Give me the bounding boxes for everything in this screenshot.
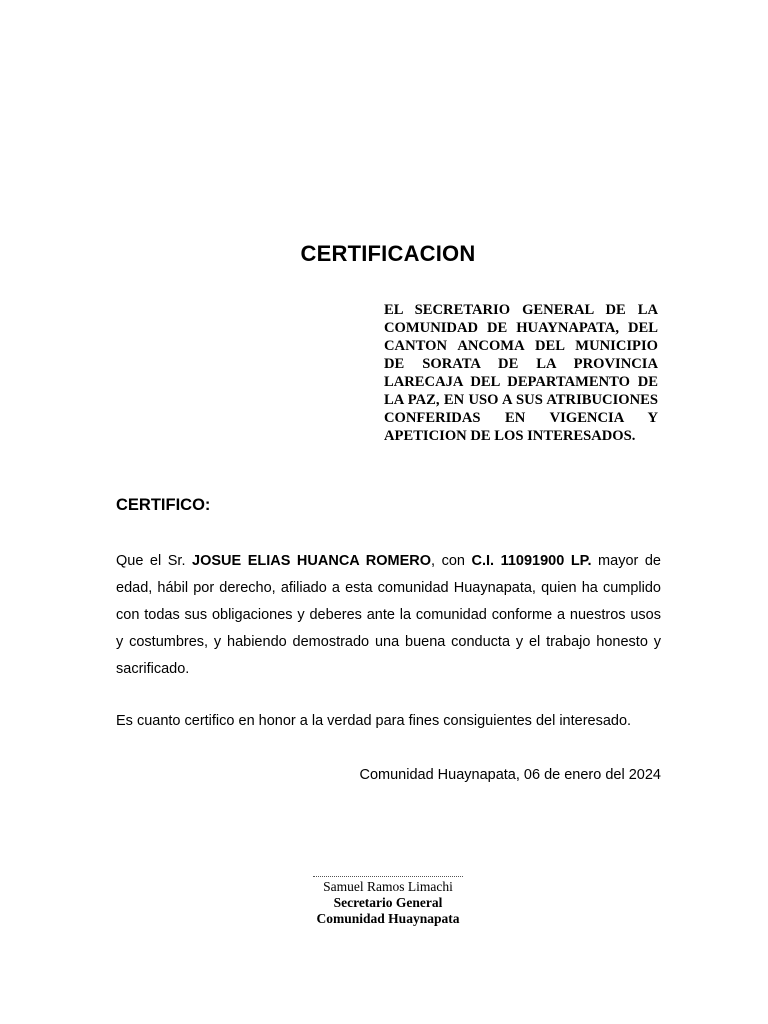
person-name: JOSUE ELIAS HUANCA ROMERO: [192, 553, 432, 569]
preamble-text: EL SECRETARIO GENERAL DE LA COMUNIDAD DE HUAYNAPATA, DEL CANTON ANCOMA DEL MUNICIPIO DE SORATA DE LA PROVINCIA LARECAJA DEL DEPARTAMENTO DE LA PAZ, EN USO A SUS ATRIBUCIONES CONFERIDAS EN VIGENCIA Y APETICION DE LOS INTERESADOS.: [384, 302, 658, 444]
signatory-organization: Comunidad Huaynapata: [316, 911, 460, 926]
id-number: C.I. 11091900 LP.: [471, 553, 592, 569]
signatory-name: Samuel Ramos Limachi: [323, 879, 453, 894]
paragraph-prefix: Que el Sr.: [116, 553, 193, 569]
certify-heading: CERTIFICO:: [116, 496, 211, 514]
certification-paragraph: [116, 548, 661, 683]
paragraph-rest: mayor de edad, hábil por derecho, afiliado a esta comunidad Huaynapata, quien ha cumplido con todas sus obligaciones y deberes ante la comunidad conforme a nuestros usos y costumbres, y habiendo demostrado una buena conducta y el trabajo honesto y sacrificado.: [116, 553, 661, 677]
signature-block: [288, 870, 488, 927]
signature-line: [313, 870, 463, 877]
document-title: CERTIFICACION: [300, 241, 476, 266]
closing-paragraph: Es cuanto certifico en honor a la verdad para fines consiguientes del interesado.: [116, 713, 632, 729]
signatory-role: Secretario General: [333, 895, 443, 910]
paragraph-mid: , con: [431, 553, 472, 569]
place-date-line: Comunidad Huaynapata, 06 de enero del 2024: [359, 767, 661, 783]
